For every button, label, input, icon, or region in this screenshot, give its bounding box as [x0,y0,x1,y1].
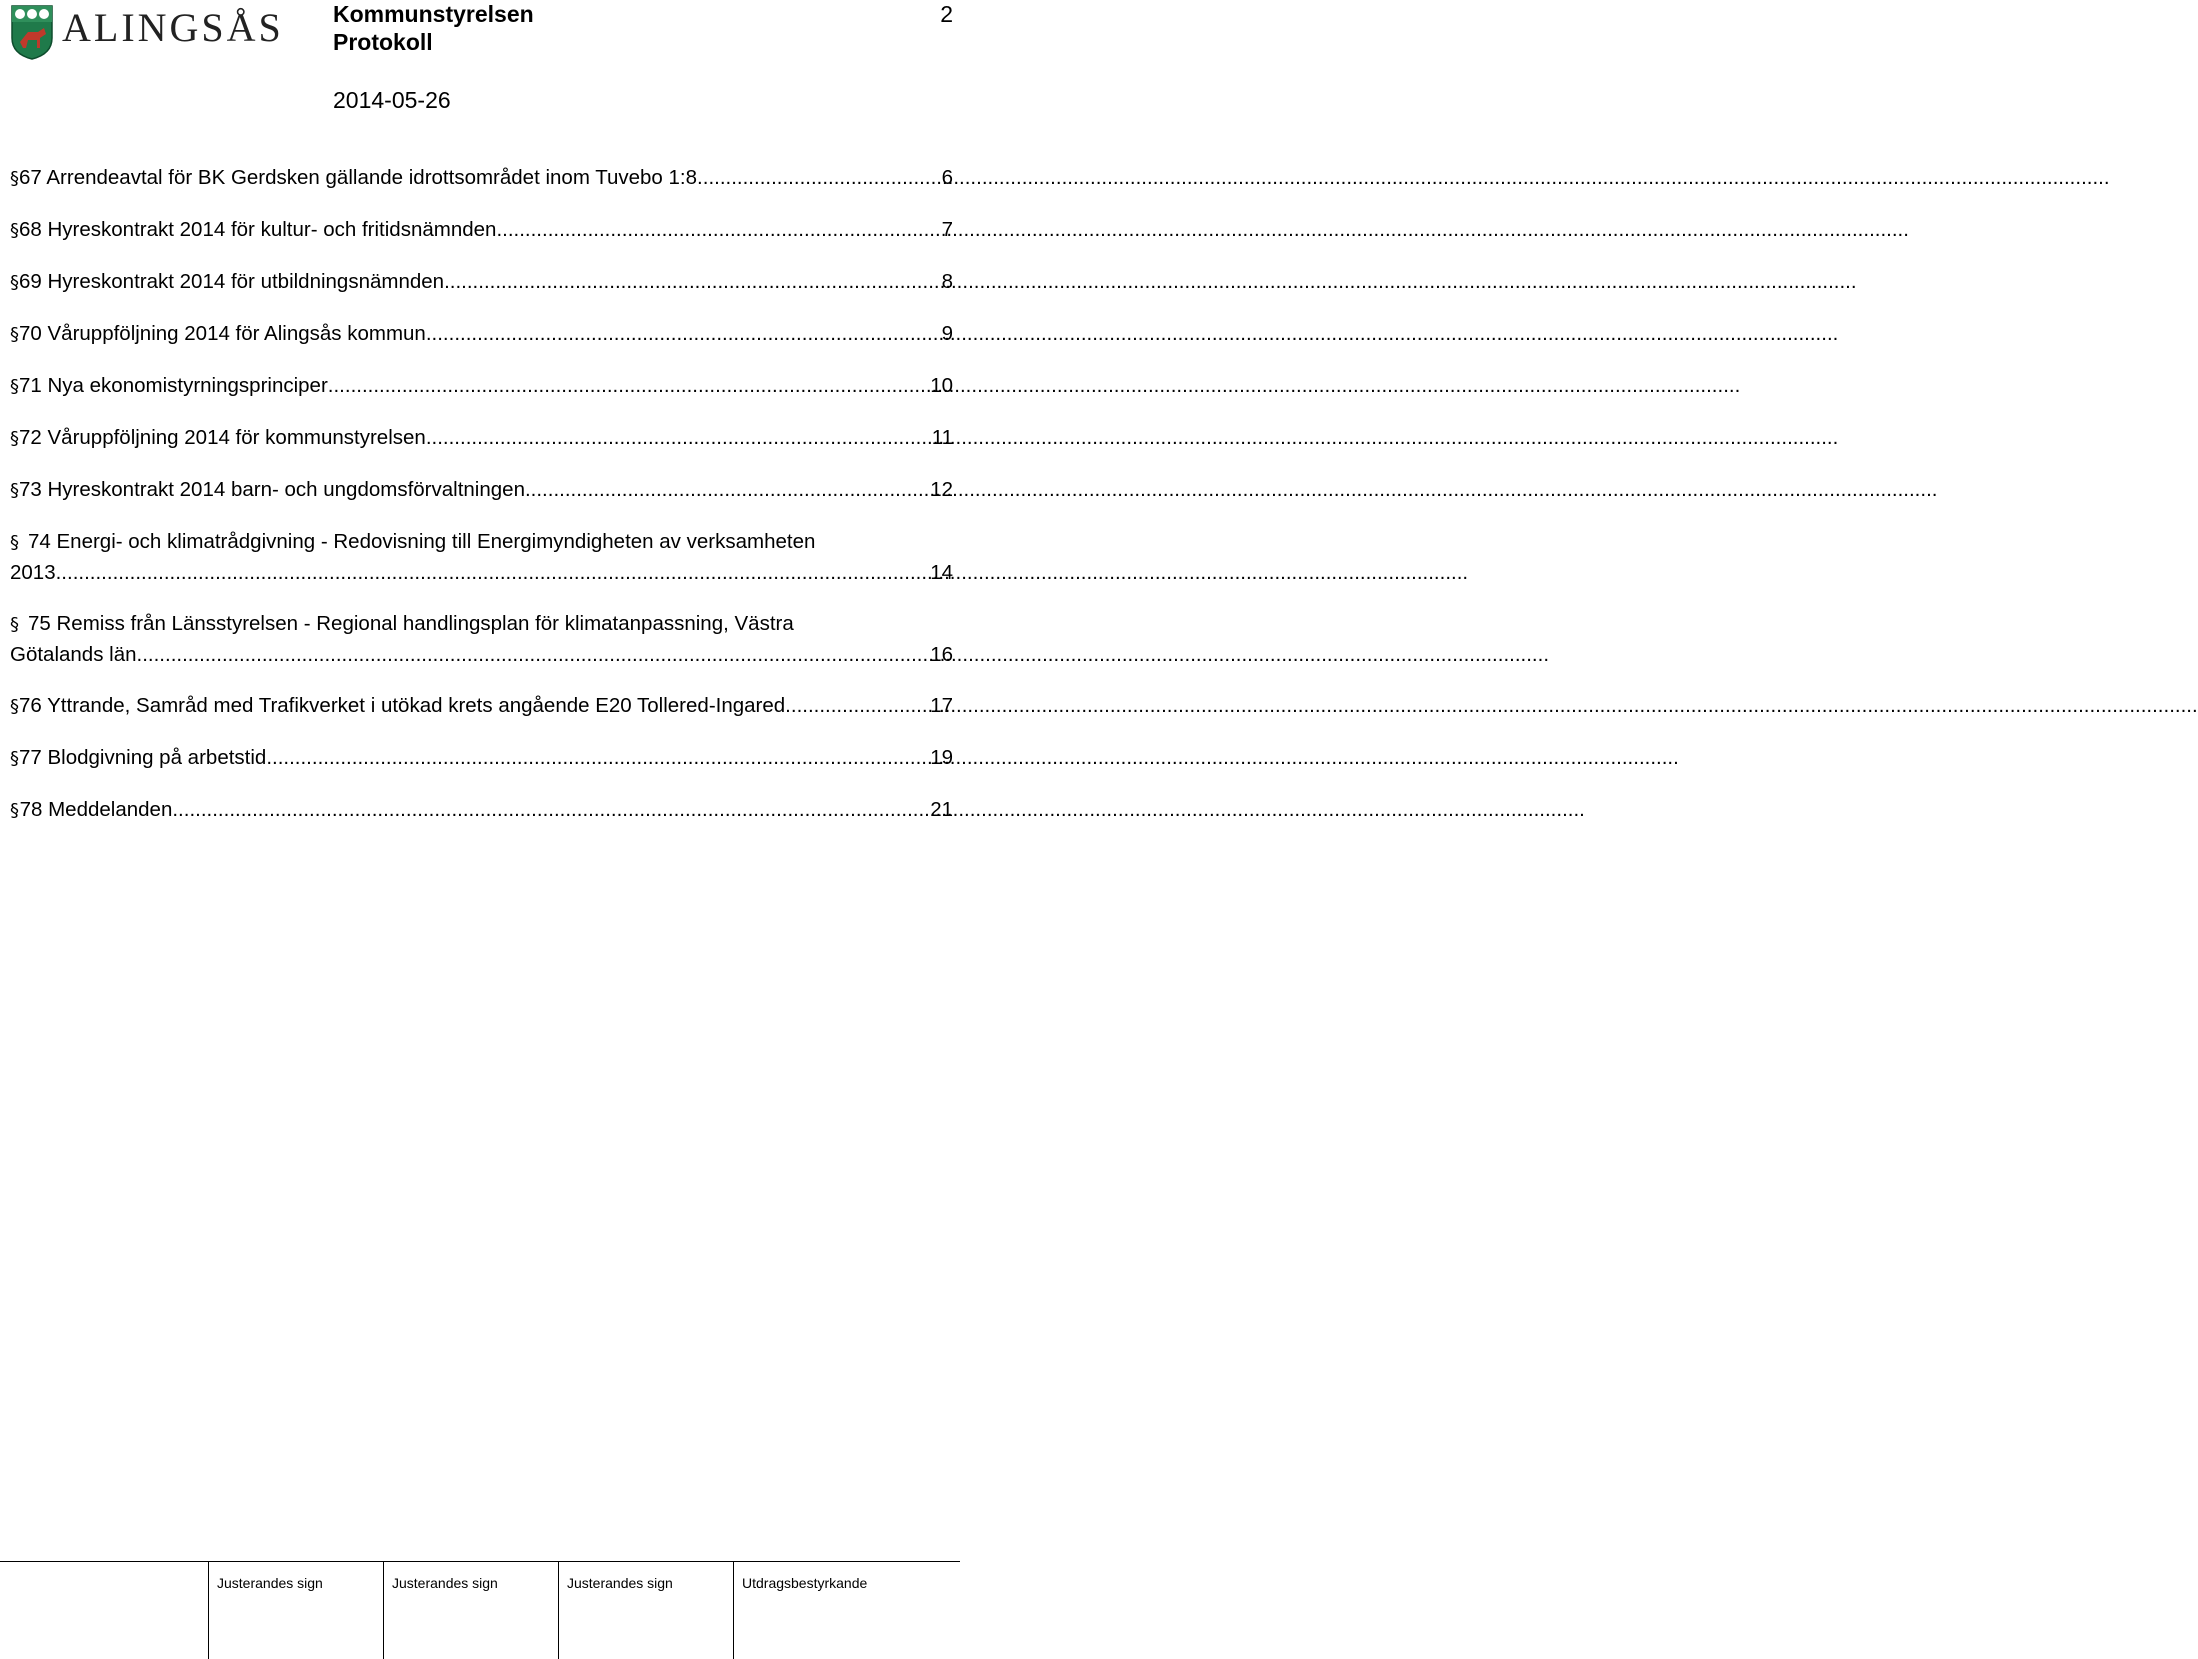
signature-label: Justerandes sign [217,1575,323,1591]
toc-entry-title: 69 Hyreskontrakt 2014 för utbildningsnämnden [19,270,445,293]
section-sign-icon: § [10,272,19,293]
toc-entry[interactable] [10,527,953,588]
toc-entry[interactable] [10,609,953,670]
section-sign-icon: § [10,376,19,397]
table-of-contents [10,163,953,847]
toc-page-number: 9 [941,322,953,345]
signature-box [383,1561,559,1659]
toc-page-number: 12 [930,478,953,501]
toc-entry-title: 67 Arrendeavtal för BK Gerdsken gällande idrottsområdet inom Tuvebo 1:8 [19,166,698,189]
toc-entry-title: 75 Remiss från Länsstyrelsen - Regional handlingsplan för klimatanpassning, Västra [28,612,794,635]
section-sign-icon: § [10,800,19,821]
certification-box [733,1561,961,1659]
alingsas-logo [10,4,300,66]
toc-entry[interactable] [10,475,953,506]
signature-label: Justerandes sign [392,1575,498,1591]
toc-page-number: 19 [930,746,953,769]
toc-entry[interactable] [10,691,953,722]
dot-leader [785,691,926,721]
toc-entry-title: 71 Nya ekonomistyrningsprinciper [19,374,328,397]
section-sign-icon: § [10,614,19,635]
dot-leader [426,423,928,453]
toc-page-number: 7 [941,218,953,241]
section-sign-icon: § [10,532,19,553]
toc-entry-title: 77 Blodgivning på arbetstid [19,746,267,769]
meeting-date: 2014-05-26 [333,87,451,113]
certification-label: Utdragsbestyrkande [742,1575,868,1591]
dot-leader [444,267,938,297]
toc-entry-title-cont: Götalands län [10,643,137,666]
toc-entry-title: 70 Våruppföljning 2014 för Alingsås kommun [19,322,426,345]
section-sign-icon: § [10,748,19,769]
section-sign-icon: § [10,324,19,345]
toc-entry[interactable] [10,743,953,774]
dot-leader [137,640,927,670]
toc-entry[interactable] [10,371,953,402]
toc-page-number: 11 [931,426,953,449]
toc-entry-title: 72 Våruppföljning 2014 för kommunstyrelsen [19,426,426,449]
toc-page-number: 16 [930,643,953,666]
dot-leader [328,371,926,401]
toc-entry[interactable] [10,423,953,454]
toc-entry[interactable] [10,795,953,826]
toc-entry-title-cont: 2013 [10,561,56,584]
toc-page-number: 17 [930,694,953,717]
signature-box [558,1561,734,1659]
section-sign-icon: § [10,220,19,241]
dot-leader [525,475,926,505]
signature-box [208,1561,384,1659]
section-sign-icon: § [10,480,19,501]
toc-entry-title: 68 Hyreskontrakt 2014 för kultur- och fritidsnämnden [19,218,497,241]
signature-label: Justerandes sign [567,1575,673,1591]
signature-footer [0,1561,960,1659]
toc-entry[interactable] [10,319,953,350]
toc-entry[interactable] [10,163,953,194]
toc-entry[interactable] [10,267,953,298]
dot-leader [172,795,926,825]
toc-page-number: 14 [930,561,953,584]
toc-page-number: 8 [941,270,953,293]
dot-leader [426,319,938,349]
toc-entry-title: 73 Hyreskontrakt 2014 barn- och ungdomsförvaltningen [19,478,525,501]
logo-wordmark: ALINGSÅS [62,5,284,50]
coat-of-arms-icon [10,4,54,60]
toc-entry-title: 76 Yttrande, Samråd med Trafikverket i utökad krets angående E20 Tollered-Ingared [19,694,786,717]
section-sign-icon: § [10,168,19,189]
document-type: Protokoll [333,29,433,55]
committee-title: Kommunstyrelsen [333,1,534,27]
toc-entry-title: 78 Meddelanden [19,798,173,821]
dot-leader [56,558,927,588]
section-sign-icon: § [10,428,19,449]
toc-page-number: 6 [941,166,953,189]
dot-leader [496,215,937,245]
toc-page-number: 10 [930,374,953,397]
section-sign-icon: § [10,696,19,717]
dot-leader [697,163,938,193]
toc-entry-title: 74 Energi- och klimatrådgivning - Redovisning till Energimyndigheten av verksamheten [28,530,816,553]
toc-entry[interactable] [10,215,953,246]
toc-page-number: 21 [930,798,953,821]
page-number: 2 [940,1,953,27]
dot-leader [266,743,926,773]
